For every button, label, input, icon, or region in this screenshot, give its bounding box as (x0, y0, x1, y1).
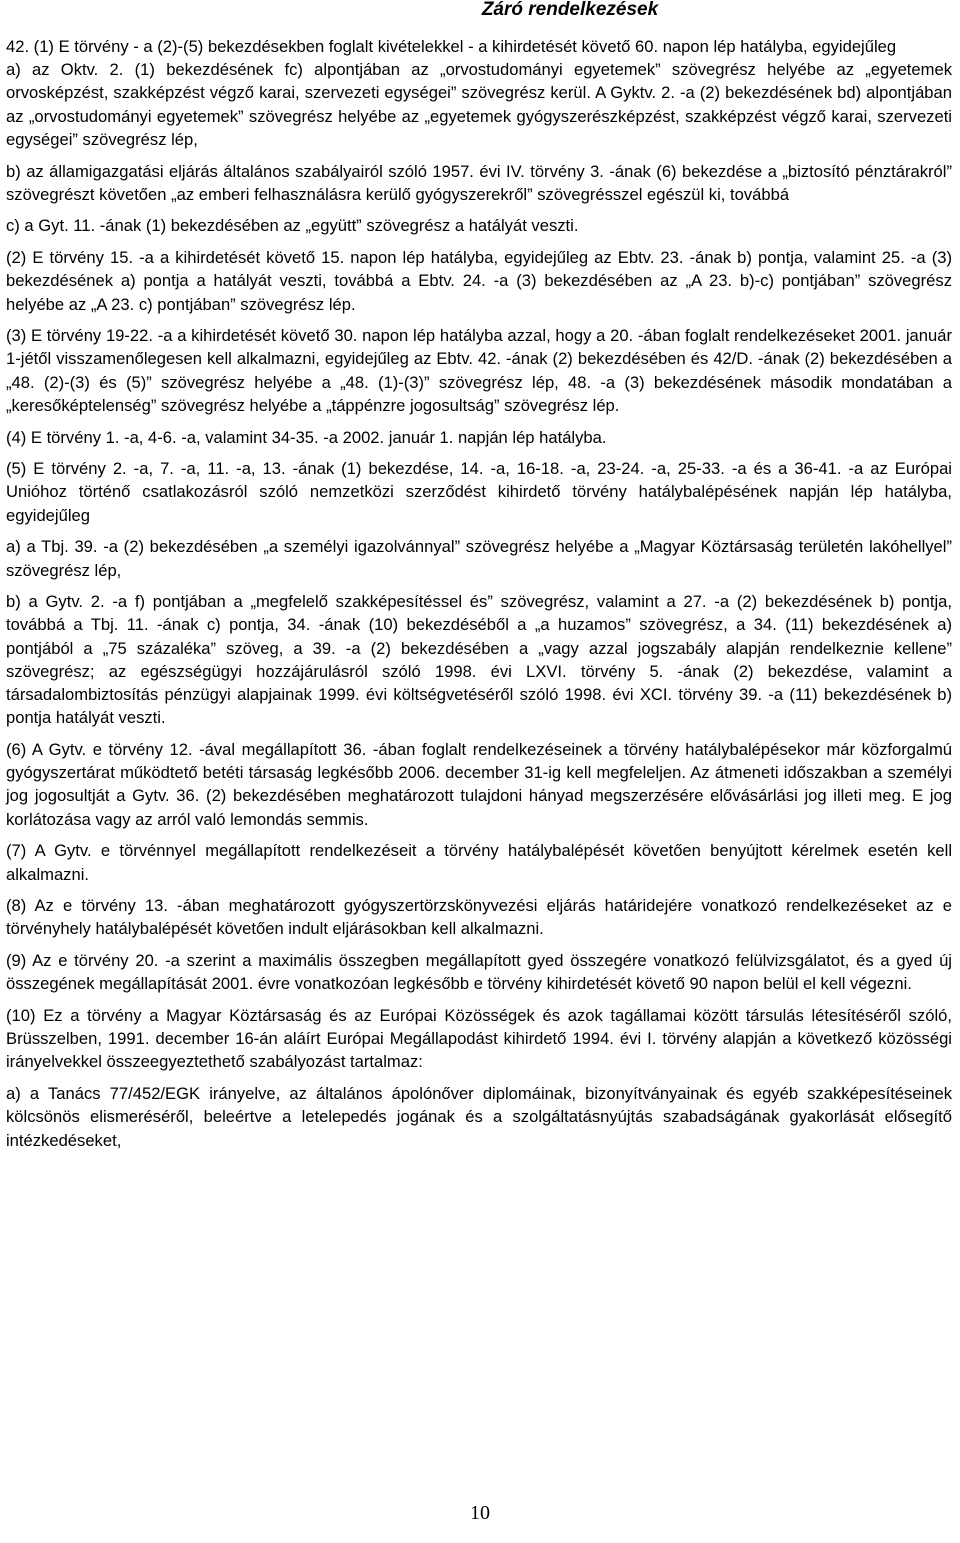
paragraph-10-a: a) a Tanács 77/452/EGK irányelve, az általános ápolónőver diplomáinak, bizonyítványainak és egyéb szakképesítéseinek kölcsönös elismeréséről, beleértve a letelepedés jogának és a szolgáltatásnyújtás szabadságának gyakorlását elősegítő intézkedéseket, (6, 1084, 952, 1150)
paragraph-42-6: (6) A Gytv. e törvény 12. -ával megállapított 36. -ában foglalt rendelkezéseinek a törvény hatálybalépésekor már közforgalmú gyógyszertárat működtető betéti társaság legkésőbb 2006. december 31-ig kell megfeleljen. Az átmeneti időszakban a személyi jog jogosultját a Gytv. 36. (2) bekezdésében meghatározott tulajdoni hányad megszerzésére elővásárlási jog illeti meg. E jog korlátozása vagy az arról való lemondás semmis. (6, 739, 952, 829)
paragraph-42-7: (7) A Gytv. e törvénnyel megállapított rendelkezéseit a törvény hatálybalépését követően benyújtott kérelmek esetén kell alkalmazni. (6, 841, 952, 884)
page-number: 10 (470, 1502, 490, 1524)
paragraph-5-a: a) a Tbj. 39. -a (2) bekezdésében „a személyi igazolvánnyal” szövegrész helyébe a „Magyar Köztársaság területén lakóhellyel” szövegrész lép, (6, 537, 952, 580)
paragraph-42-10: (10) Ez a törvény a Magyar Köztársaság és az Európai Közösségek és azok tagállamai között társulás létesítéséről szóló, Brüsszelben, 1991. december 16-án aláírt Európai Megállapodást kihirdető 1994. évi I. törvény alapján a következő közösségi irányelvekkel összeegyeztethető szabályozást tartalmaz: (6, 1006, 952, 1072)
paragraph-5-b: b) a Gytv. 2. -a f) pontjában a „megfelelő szakképesítéssel és” szövegrész, valamint a 27. -a (2) bekezdésének b) pontja, továbbá a Tbj. 11. -ának c) pontja, 34. -ának (10) bekezdéséből a „a huzamos” szövegrész, a 34. (11) bekezdésének a) pontjából a „75 százaléka” szöveg, a 39. -a (2) bekezdésében a „vagy azzal jogszabály alapján rendelkeznie kellene” szövegrész; az egészségügyi hozzájárulásról szóló 1998. évi LXVI. törvény 5. -ának (2) bekezdése, valamint a társadalombiztosítás pénzügyi alapjainak 1999. évi költségvetéséről szóló 1998. évi XCI. törvény 39. -a (11) bekezdésének b) pontja hatályát veszti. (6, 592, 952, 728)
paragraph-42-5: (5) E törvény 2. -a, 7. -a, 11. -a, 13. -ának (1) bekezdése, 14. -a, 16-18. -a, 23-24. -a, 25-33. -a és a 36-41. -a az Európai Unióhoz történő csatlakozásról szóló nemzetközi szerződést kihirdető törvény hatálybalépésének napján lép hatályba, egyidejűleg (6, 459, 952, 525)
paragraph-42-3: (3) E törvény 19-22. -a a kihirdetését követő 30. napon lép hatályba azzal, hogy a 20. -ában foglalt rendelkezéseket 2001. január 1-jétől visszamenőlegesen kell alkalmazni, egyidejűleg az Ebtv. 42. -ának (2) bekezdésében és 42/D. -ának (2) bekezdésében a „48. (2)-(3) és (5)” szövegrész helyébe a „48. (1)-(3)” szövegrész lép, 48. -a (3) bekezdésének második mondatában a „keresőképtelenség” szövegrész helyébe a „táppénzre jogosultság” szövegrész lép. (6, 326, 952, 415)
paragraph-42-8: (8) Az e törvény 13. -ában meghatározott gyógyszertörzskönyvezési eljárás határidejére vonatkozó rendelkezéseket az e törvényhely hatálybalépését követően indult eljárásokban kell alkalmazni. (6, 896, 952, 939)
paragraph-b: b) az államigazgatási eljárás általános szabályairól szóló 1957. évi IV. törvény 3. -ának (6) bekezdése a „biztosító pénztárakról” szövegrészt követően „az emberi felhasználásra kerülő gyógyszerekről” szövegrésszel egészül ki, továbbá (6, 161, 952, 204)
paragraph-42-9: (9) Az e törvény 20. -a szerint a maximális összegben megállapított gyed összegére vonatkozó felülvizsgálatot, és a gyed új összegének megállapítását 2001. évre vonatkozóan legkésőbb e törvény kihirdetését követő 90 napon belül el kell végezni. (6, 951, 952, 994)
document-body (6, 35, 952, 1160)
paragraph-a: a) az Oktv. 2. (1) bekezdésének fc) alpontjában az „orvostudományi egyetemek” szövegrész helyébe az „egyetemek orvosképzést, szakképzést végző karai, szervezeti egységei” szövegrész kerül. A Gyktv. 2. -a (2) bekezdésének bd) alpontjában az „orvostudományi egyetemek” szövegrész helyébe az „egyetemek gyógyszerészképzést, szakképzést végző karai, szervezeti egységei” szövegrész lép, (6, 60, 952, 149)
paragraph-c: c) a Gyt. 11. -ának (1) bekezdésében az „együtt” szövegrész a hatályát veszti. (6, 216, 579, 236)
section-title: Záró rendelkezések (481, 0, 659, 20)
paragraph-42-4: (4) E törvény 1. -a, 4-6. -a, valamint 34-35. -a 2002. január 1. napján lép hatályba. (6, 427, 607, 447)
paragraph-42-2: (2) E törvény 15. -a a kihirdetését követő 15. napon lép hatályba, egyidejűleg az Ebtv. 23. -ának b) pontja, valamint 25. -a (3) bekezdésének a) pontja a hatályát veszti, továbbá a Ebtv. 24. -a (3) bekezdésében az „A 23. b)-c) pontjában” szövegrész helyébe az „A 23. c) pontjában” szövegrész lép. (6, 248, 952, 314)
paragraph-42-1: 42. (1) E törvény - a (2)-(5) bekezdésekben foglalt kivételekkel - a kihirdetését követő 60. napon lép hatályba, egyidejűleg (6, 37, 897, 56)
